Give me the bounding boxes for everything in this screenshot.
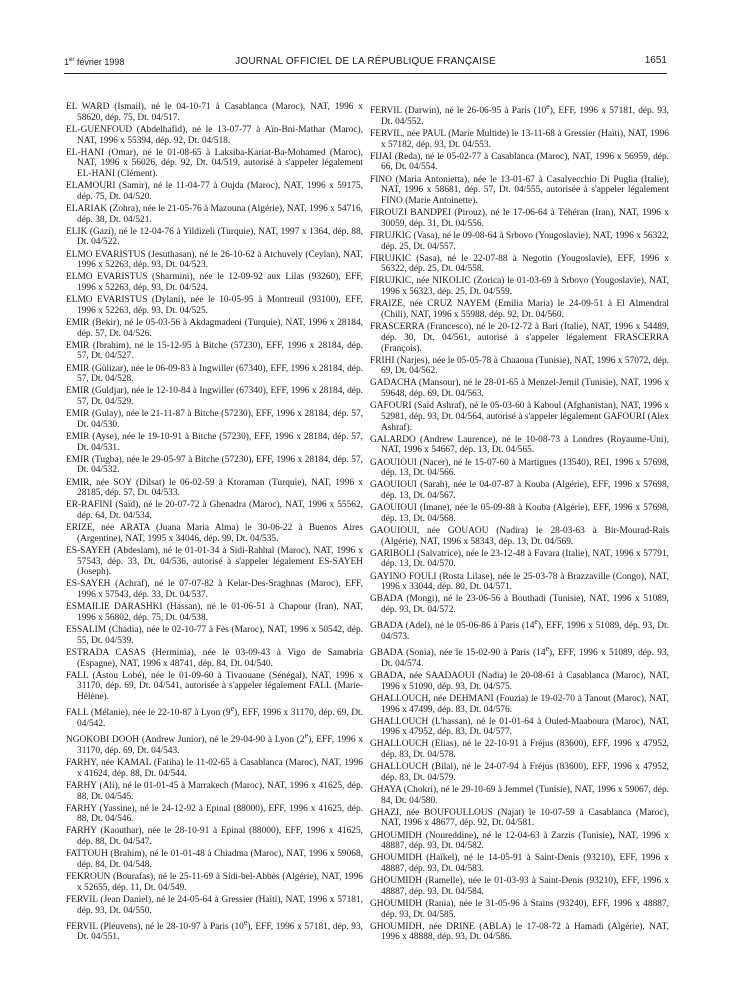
left-column: [66, 102, 363, 945]
naturalization-entry: EL-GUENFOUD (Abdelhafid), né le 13-07-77 à Aïn-Bni-Mathar (Maroc), NAT, 1996 x 55394, dép. 92, Dt. 04/518.: [66, 124, 363, 146]
naturalization-entry: GARIBOLI (Salvatrice), née le 23-12-48 à Favara (Italie), NAT, 1996 x 57791, dép. 13, Dt. 04/570.: [370, 548, 669, 570]
naturalization-entry: GBADA (Adel), né le 05-06-86 à Paris (14e), EFF, 1996 x 51089, dép. 93, Dt. 04/573.: [370, 617, 669, 642]
naturalization-entry: GAOUIOUI (Imane), née le 05-09-88 à Kouba (Algérie), EFF, 1996 x 57698, dép. 13, Dt. 04/568.: [370, 503, 669, 524]
naturalization-entry: GAOUIOUI (Nacer), né le 15-07-60 à Martigues (13540), REI, 1996 x 57698, dép. 13, Dt. 04/566.: [370, 457, 669, 479]
naturalization-entry: EMIR (Guldjar), née le 12-10-84 à Ingwiller (67340), EFF, 1996 x 28184, dép. 57, Dt. 04/529.: [66, 386, 363, 408]
issue-date: 1er février 1998: [64, 57, 125, 67]
naturalization-entry: GHOUMIDH, née DRINE (ABLA) le 17-08-72 à Hamadi (Algérie), NAT, 1996 x 48888, dép. 93, Dt. 04/586.: [370, 921, 669, 943]
naturalization-entry: GHALLOUCH, née DEHMANI (Fouzia) le 19-02-70 à Tanout (Maroc), NAT, 1996 x 47499, dép. 83, Dt. 04/576.: [370, 693, 669, 715]
naturalization-entry: GBADA (Mongi), né le 23-06-56 à Bouthadi (Tunisie), NAT, 1996 x 51089, dép. 93, Dt. 04/572.: [370, 594, 669, 616]
naturalization-entry: FARHY, née KAMAL (Fatiha) le 11-02-65 à Casablanca (Maroc), NAT, 1996 x 41624, dép. 88, Dt. 04/544.: [66, 758, 363, 779]
naturalization-entry: FIRUJKIC (Vasa), né le 09-08-64 à Srbovo (Yougoslavie), NAT, 1996 x 56322, dép. 25, Dt. 04/557.: [370, 230, 669, 252]
naturalization-entry: GHOUMIDH (Ramelle), née le 01-03-93 à Saint-Denis (93210), EFF, 1996 x 48887, dép. 93, Dt. 04/584.: [370, 876, 669, 897]
naturalization-entry: ELAMOURI (Samir), né le 11-04-77 à Oujda (Maroc), NAT, 1996 x 59175, dép. 75, Dt. 04/520.: [66, 181, 363, 202]
naturalization-entry: EMIR (Gülizar), née le 06-09-83 à Ingwiller (67340), EFF, 1996 x 28184, dép. 57, Dt. 04/528.: [66, 363, 363, 385]
naturalization-entry: EMIR (Gulay), née le 21-11-87 à Bitche (57230), EFF, 1996 x 28184, dép. 57, Dt. 04/530.: [66, 409, 363, 430]
naturalization-entry: EL WARD (Ismail), né le 04-10-71 à Casablanca (Maroc), NAT, 1996 x 58620, dép. 75, Dt. 04/517.: [66, 102, 363, 123]
naturalization-entry: GHALLOUCH (Elias), né le 22-10-91 à Fréjus (83600), EFF, 1996 x 47952, dép. 83, Dt. 04/578.: [370, 739, 669, 761]
naturalization-entry: FIROUZI BANDPEI (Pirouz), né le 17-06-64 à Téhéran (Iran), NAT, 1996 x 30059, dép. 31, Dt. 04/556.: [370, 208, 669, 229]
right-column: [370, 102, 669, 945]
naturalization-entry: FERVIL, née PAUL (Marie Multide) le 13-11-68 à Gressier (Haïti), NAT, 1996 x 57182, dép. 93, Dt. 04/553.: [370, 128, 669, 150]
naturalization-entry: GAFOURI (Saïd Ashraf), né le 05-03-60 à Kaboul (Afghanistan), NAT, 1996 x 52981, dép. 93, Dt. 04/564, autorisé à s'appeler légalement GAFOURI (Alex Ashraf).: [370, 401, 669, 433]
naturalization-entry: ELMO EVARISTUS (Jesuthasan), né le 26-10-62 à Atchuvely (Ceylan), NAT, 1996 x 52263, dép. 93, Dt. 04/523.: [66, 249, 363, 271]
naturalization-entry: FALL (Astou Lobé), née le 01-09-60 à Tivaouane (Sénégal), NAT, 1996 x 31170, dép. 69, Dt. 04/541, autorisée à s'appeler légalement FALL (Marie-Hélène).: [66, 670, 363, 703]
naturalization-entry: FEKROUN (Bourafas), né le 25-11-69 à Sidi-bel-Abbès (Algérie), NAT, 1996 x 52655, dép. 11, Dt. 04/549.: [66, 872, 363, 893]
naturalization-entry: GAOUIOUI, née GOUAOU (Nadira) le 28-03-63 à Bir-Mourad-Raïs (Algérie), NAT, 1996 x 58343, dép. 13, Dt. 04/569.: [370, 525, 669, 547]
naturalization-entry: NGOKOBI DOOH (Andrew Junior), né le 29-04-90 à Lyon (2e), EFF, 1996 x 31170, dép. 69, Dt. 04/543.: [66, 731, 363, 756]
naturalization-entry: FARHY (Ali), né le 01-01-45 à Marrakech (Maroc), NAT, 1996 x 41625, dép. 88, Dt. 04/545.: [66, 780, 363, 802]
naturalization-entry: EMIR (Ayse), née le 19-10-91 à Bitche (57230), EFF, 1996 x 28184, dép. 57, Dt. 04/531.: [66, 431, 363, 453]
naturalization-entry: GADACHA (Mansour), né le 28-01-65 à Menzel-Jemil (Tunisie), NAT, 1996 x 59648, dép. 69, Dt. 04/563.: [370, 378, 669, 400]
naturalization-entry: ELIK (Gazi), né le 12-04-76 à Yildizeli (Turquie), NAT, 1997 x 1364, dép. 88, Dt. 04/522.: [66, 226, 363, 248]
naturalization-entry: ES-SAYEH (Achraf), né le 07-07-82 à Kelar-Des-Sraghnas (Maroc), EFF, 1996 x 57543, dép. 33, Dt. 04/537.: [66, 579, 363, 601]
naturalization-entry: ELARIAK (Zohra), née le 21-05-76 à Mazouna (Algérie), NAT, 1996 x 54716, dép. 38, Dt. 04/521.: [66, 203, 363, 225]
naturalization-entry: FRIHI (Narjes), née le 05-05-78 à Chaaoua (Tunisie), NAT, 1996 x 57072, dép. 69, Dt. 04/562.: [370, 355, 669, 377]
naturalization-entry: GHOUMIDH (Haïkel), né le 14-05-91 à Saint-Denis (93210), EFF, 1996 x 48887, dép. 93, Dt. 04/583.: [370, 853, 669, 875]
naturalization-entry: GHOUMIDH (Noureddine), né le 12-04-63 à Zarzis (Tunisie), NAT, 1996 x 48887, dép. 93, Dt. 04/582.: [370, 830, 669, 852]
naturalization-entry: FINO (Maria Antonietta), née le 13-01-67 à Casalvecchio Di Puglia (Italie), NAT, 1996 x 58681, dép. 57, Dt. 04/555, autorisée à s'appeler légalement FINO (Marie Antoinette).: [370, 174, 669, 207]
naturalization-entry: FARHY (Yassine), né le 24-12-92 à Epinal (88000), EFF, 1996 x 41625, dép. 88, Dt. 04/546.: [66, 803, 363, 825]
naturalization-entry: GHAZI, née BOUFOULLOUS (Najat) le 10-07-59 à Casablanca (Maroc), NAT, 1996 x 48677, dép. 92, Dt. 04/581.: [370, 807, 669, 829]
naturalization-entry: GAOUIOUI (Sarah), née le 04-07-87 à Kouba (Algérie), EFF, 1996 x 57698, dép. 13, Dt. 04/567.: [370, 480, 669, 502]
naturalization-entry: ELMO EVARISTUS (Sharmini), née le 12-09-92 aux Lilas (93260), EFF, 1996 x 52263, dép. 93, Dt. 04/524.: [66, 272, 363, 294]
naturalization-entry: FARHY (Kaouthar), née le 28-10-91 à Epinal (88000), EFF, 1996 x 41625, dép. 88, Dt. 04/547.: [66, 826, 363, 848]
naturalization-entry: GHOUMIDH (Rania), née le 31-05-96 à Stains (93240), EFF, 1996 x 48887, dép. 93, Dt. 04/585.: [370, 898, 669, 920]
naturalization-entry: FERVIL (Jean Daniel), né le 24-05-64 à Gressier (Haïti), NAT, 1996 x 57181, dép. 93, Dt. 04/550.: [66, 894, 363, 916]
naturalization-entry: FRASCERRA (Francesco), né le 20-12-72 à Bari (Italie), NAT, 1996 x 54489, dép. 30, Dt. 04/561, autorisé à s'appeler légalement FRASCERRA (François).: [370, 322, 669, 354]
naturalization-entry: GBADA (Sonia), née le 15-02-90 à Paris (14e), EFF, 1996 x 51089, dép. 93, Dt. 04/574.: [370, 644, 670, 669]
naturalization-entry: EL-HANI (Omar), né le 01-08-65 à Laksiba-Kariat-Ba-Mohamed (Maroc), NAT, 1996 x 56026, dép. 92, Dt. 04/519, autorisé à s'appeler légalement EL-HANI (Clément).: [66, 147, 363, 180]
naturalization-entry: ELMO EVARISTUS (Dylani), née le 10-05-95 à Montreuil (93100), EFF, 1996 x 52263, dép. 93, Dt. 04/525.: [66, 295, 363, 316]
naturalization-entry: GBADA, née SAADAOUI (Nadia) le 20-08-61 à Casablanca (Maroc), NAT, 1996 x 51090, dép. 93, Dt. 04/575.: [370, 670, 669, 692]
naturalization-entry: FIRUJKIC, née NIKOLIC (Zorica) le 01-03-69 à Srbovo (Yougoslavie), NAT, 1996 x 56323, dép. 25, Dt. 04/559.: [370, 276, 669, 298]
naturalization-entry: GAYINO FOULI (Rosta Lilase), née le 25-03-78 à Brazzaville (Congo), NAT, 1996 x 33044, dép. 80, Dt. 04/571.: [370, 571, 669, 593]
naturalization-entry: FIJAI (Reda), né le 05-02-77 à Casablanca (Maroc), NAT, 1996 x 56959, dép. 66, Dt. 04/554.: [370, 151, 669, 173]
naturalization-entry: EMIR (Ibrahim), né le 15-12-95 à Bitche (57230), EFF, 1996 x 28184, dép. 57, Dt. 04/527.: [66, 340, 363, 362]
journal-title: JOURNAL OFFICIEL DE LA RÉPUBLIQUE FRANÇAISE: [235, 56, 496, 67]
naturalization-entry: GHALLOUCH (Bilal), né le 24-07-94 à Fréjus (83600), EFF, 1996 x 47952, dép. 83, Dt. 04/579.: [370, 762, 669, 783]
page-number: 1651: [644, 55, 667, 66]
header-rule: [64, 73, 667, 74]
page-header: [64, 55, 667, 71]
naturalization-entry: FRAIZE, née CRUZ NAYEM (Emilia Maria) le 24-09-51 à El Almendral (Chili), NAT, 1996 x 55988, dép. 92, Dt. 04/560.: [370, 299, 669, 320]
naturalization-entry: EMIR, née SOY (Dilsat) le 06-02-59 à Ktoraman (Turquie), NAT, 1996 x 28185, dép. 57, Dt. 04/533.: [66, 477, 363, 499]
naturalization-entry: FALL (Mélanie), née le 22-10-87 à Lyon (9e), EFF, 1996 x 31170, dép. 69, Dt. 04/542.: [66, 704, 363, 730]
naturalization-entry: FATTOUH (Brahim), né le 01-01-48 à Chiadma (Maroc), NAT, 1996 x 59068, dép. 84, Dt. 04/548.: [66, 849, 363, 870]
naturalization-entry: ESTRADA CASAS (Herminia), née le 03-09-43 à Vigo de Samabria (Espagne), NAT, 1996 x 48741, dép. 84, Dt. 04/540.: [66, 647, 363, 669]
naturalization-entry: ES-SAYEH (Abdeslam), né le 01-01-34 à Sidi-Rahhal (Maroc), NAT, 1996 x 57543, dép. 33, Dt. 04/536, autorisé à s'appeler légalement ES-SAYEH (Joseph).: [66, 545, 363, 578]
naturalization-entry: GALARDO (Andrew Laurence), né le 10-08-73 à Londres (Royaume-Uni), NAT, 1996 x 54667, dép. 13, Dt. 04/565.: [370, 434, 669, 456]
naturalization-entry: EMIR (Bekir), né le 05-03-56 à Akdagmadeni (Turquie), NAT, 1996 x 28184, dép. 57, Dt. 04/526.: [66, 317, 363, 339]
naturalization-entry: GHALLOUCH (L'hassan), né le 01-01-64 à Ouled-Maaboura (Maroc), NAT, 1996 x 47952, dép. 83, Dt. 04/577.: [370, 716, 669, 738]
naturalization-entry: FERVIL (Pleuvens), né le 28-10-97 à Paris (10e), EFF, 1996 x 57181, dép. 93, Dt. 04/551.: [66, 917, 364, 943]
naturalization-entry: ER-RAFINI (Saïd), né le 20-07-72 à Ghenadra (Maroc), NAT, 1996 x 55562, dép. 64, Dt. 04/534.: [66, 500, 363, 522]
naturalization-entry: EMIR (Tugba), née le 29-05-97 à Bitche (57230), EFF, 1996 x 28184, dép. 57, Dt. 04/532.: [66, 454, 363, 476]
naturalization-entry: ESSALIM (Chadia), née le 02-10-77 à Fès (Maroc), NAT, 1996 x 50542, dép. 55, Dt. 04/539.: [66, 625, 363, 646]
naturalization-entry: GHAYA (Chokri), né le 29-10-69 à Jemmel (Tunisie), NAT, 1996 x 59067, dép. 84, Dt. 04/580.: [370, 784, 669, 806]
naturalization-entry: ERIZE, née ARATA (Juana Maria Alma) le 30-06-22 à Buenos Aires (Argentine), NAT, 1995 x 34046, dép. 99, Dt. 04/535.: [66, 523, 363, 544]
naturalization-entry: FIRUJKIC (Sasa), né le 22-07-88 à Negotin (Yougoslavie), EFF, 1996 x 56322, dép. 25, Dt. 04/558.: [370, 253, 669, 275]
naturalization-entry: ESMAILIE DARASHKI (Hassan), né le 01-06-51 à Chapour (Iran), NAT, 1996 x 56802, dép. 75, Dt. 04/538.: [66, 602, 363, 623]
naturalization-entry: FERVIL (Darwin), né le 26-06-95 à Paris (10e), EFF, 1996 x 57181, dép. 93, Dt. 04/552.: [370, 102, 669, 127]
